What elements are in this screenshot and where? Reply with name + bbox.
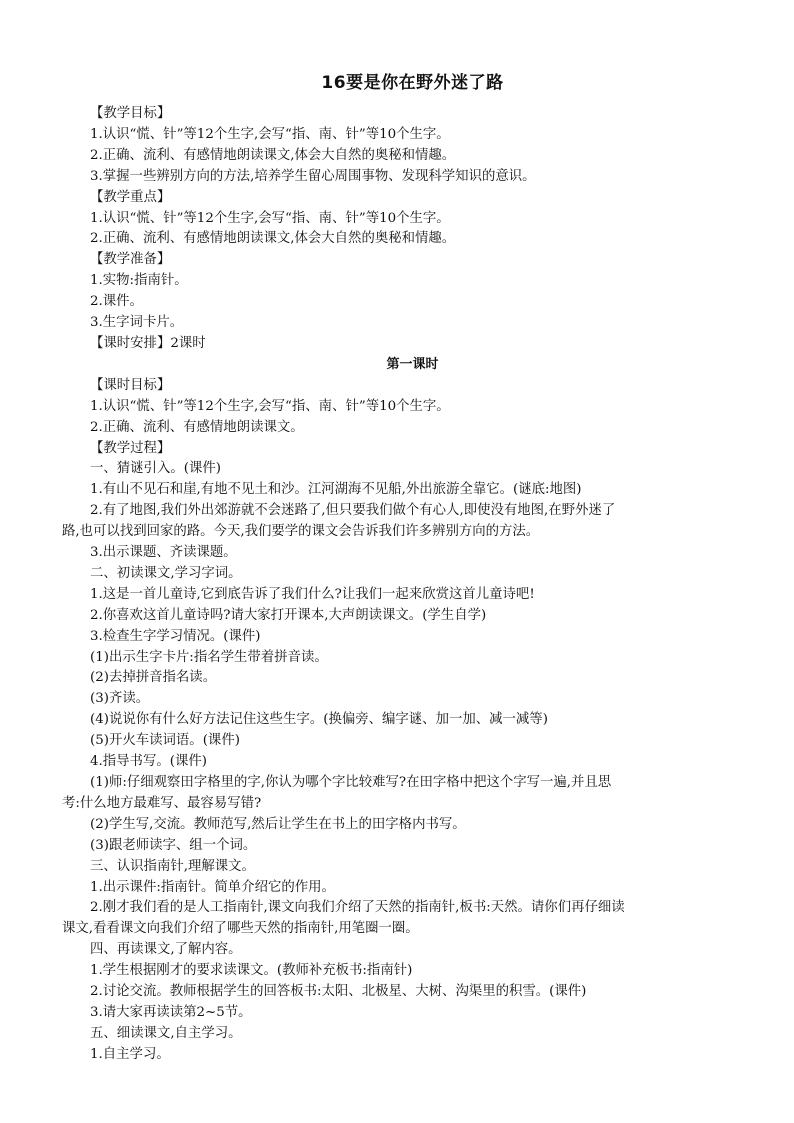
text-line: 1.自主学习。 — [90, 1046, 170, 1062]
text-line: 2.你喜欢这首儿童诗吗?请大家打开课本,大声朗读课文。(学生自学) — [90, 607, 487, 623]
text-line: 3.出示课题、齐读课题。 — [90, 545, 237, 561]
text-line: 1.认识“慌、针”等12个生字,会写“指、南、针”等10个生字。 — [90, 210, 450, 226]
text-line: (2)学生写,交流。教师范写,然后让学生在书上的田字格内书写。 — [90, 816, 466, 832]
section-title: 第一课时 — [386, 356, 439, 372]
text-line: 一、猜谜引入。(课件) — [90, 461, 221, 477]
text-line: 4.指导书写。(课件) — [90, 754, 207, 770]
text-line: 3.生字词卡片。 — [90, 315, 184, 331]
text-line: 2.课件。 — [90, 294, 143, 310]
lesson-process — [62, 376, 735, 1066]
text-line: 二、初读课文,学习字词。 — [90, 565, 242, 581]
text-line: 2.刚才我们看的是人工指南针,课文向我们介绍了天然的指南针,板书:天然。请你们再仔细读 — [90, 900, 625, 916]
text-line: 2.正确、流利、有感情地朗读课文。 — [90, 419, 304, 435]
text-line: 【教学过程】 — [90, 440, 171, 456]
document-title: 16要是你在野外迷了路 — [321, 73, 504, 93]
text-line: 【教学目标】 — [90, 106, 171, 121]
text-line: 2.有了地图,我们外出郊游就不会迷路了,但只要我们做个有心人,即使没有地图,在野外迷了 — [90, 503, 616, 519]
text-line: 2.正确、流利、有感情地朗读课文,体会大自然的奥秘和情趣。 — [90, 231, 456, 247]
text-line: 1.有山不见石和崖,有地不见土和沙。江河湖海不见船,外出旅游全靠它。(谜底:地图) — [90, 482, 582, 498]
lesson-overview — [90, 104, 735, 355]
text-line: 1.实物:指南针。 — [90, 273, 188, 289]
text-line: 1.学生根据刚才的要求读课文。(教师补充板书:指南针) — [90, 963, 413, 979]
text-line: 【课时目标】 — [90, 377, 171, 393]
text-line: 路,也可以找到回家的路。今天,我们要学的课文会告诉我们许多辨别方向的方法。 — [62, 524, 540, 540]
text-line: (3)跟老师读字、组一个词。 — [90, 837, 257, 853]
text-line: 2.正确、流利、有感情地朗读课文,体会大自然的奥秘和情趣。 — [90, 147, 456, 163]
text-line: 1.认识“慌、针”等12个生字,会写“指、南、针”等10个生字。 — [90, 126, 450, 142]
text-line: 3.请大家再读读第2~5节。 — [90, 1004, 252, 1020]
text-line: 【教学准备】 — [90, 252, 171, 268]
text-line: 1.认识“慌、针”等12个生字,会写“指、南、针”等10个生字。 — [90, 398, 450, 414]
text-line: 考:什么地方最难写、最容易写错? — [62, 795, 262, 811]
text-line: 1.出示课件:指南针。简单介绍它的作用。 — [90, 879, 335, 895]
text-line: (1)师:仔细观察田字格里的字,你认为哪个字比较难写?在田字格中把这个字写一遍,并且思 — [90, 775, 612, 790]
text-line: 三、认识指南针,理解课文。 — [90, 858, 255, 874]
text-line: 【课时安排】2课时 — [90, 335, 206, 351]
text-line: 四、再读课文,了解内容。 — [90, 942, 242, 958]
text-line: (4)说说你有什么好方法记住这些生字。(换偏旁、编字谜、加一加、减一减等) — [90, 712, 548, 728]
text-line: 【教学重点】 — [90, 189, 171, 205]
text-line: 3.检查生字学习情况。(课件) — [90, 628, 261, 644]
text-line: 五、细读课文,自主学习。 — [90, 1025, 242, 1041]
text-line: 2.讨论交流。教师根据学生的回答板书:太阳、北极星、大树、沟渠里的积雪。(课件) — [90, 984, 587, 1000]
text-line: (5)开火车读词语。(课件) — [90, 733, 240, 749]
text-line: (1)出示生字卡片:指名学生带着拼音读。 — [90, 649, 328, 665]
document-page — [62, 71, 735, 1066]
text-line: 3.掌握一些辨别方向的方法,培养学生留心周围事物、发现科学知识的意识。 — [90, 168, 536, 184]
text-line: (2)去掉拼音指名读。 — [90, 670, 217, 686]
text-line: 课文,看看课文向我们介绍了哪些天然的指南针,用笔圈一圈。 — [62, 921, 419, 937]
text-line: (3)齐读。 — [90, 691, 150, 707]
text-line: 1.这是一首儿童诗,它到底告诉了我们什么?让我们一起来欣赏这首儿童诗吧! — [90, 586, 535, 602]
